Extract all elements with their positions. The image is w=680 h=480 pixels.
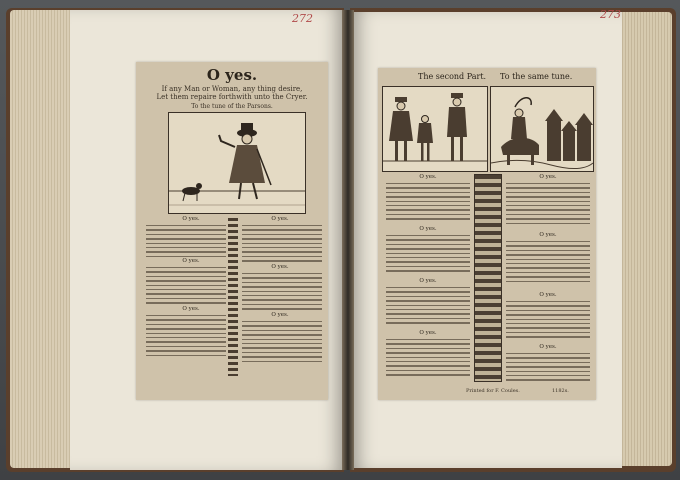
right-stanza-label-6: O yes. — [539, 232, 557, 238]
right-heading: The second Part. — [418, 72, 487, 81]
right-column-text-3 — [386, 284, 470, 327]
left-column-text-5 — [242, 270, 322, 313]
right-column-text-8 — [506, 350, 590, 384]
gutter — [342, 10, 354, 470]
right-column-text-7 — [506, 298, 590, 341]
left-column-text-4 — [242, 222, 322, 265]
right-column-text-6 — [506, 238, 590, 285]
right-folio: 273 — [600, 8, 621, 21]
left-stanza-label-4: O yes. — [271, 216, 289, 222]
left-subtitle-2: Let them repaire forthwith unto the Cryer. — [156, 93, 308, 101]
left-stanza-label-2: O yes. — [182, 258, 200, 264]
left-column-text-1 — [146, 222, 226, 260]
right-stanza-label-2: O yes. — [419, 226, 437, 232]
right-column-text-4 — [386, 336, 470, 379]
left-subtitle-3: To the tune of the Parsons. — [191, 103, 273, 110]
right-stanza-label-7: O yes. — [539, 292, 557, 298]
right-column-text-1 — [386, 180, 470, 223]
right-tune: To the same tune. — [500, 72, 573, 81]
left-column-text-2 — [146, 264, 226, 307]
left-broadside — [136, 62, 328, 400]
town-crier-woodcut-icon — [168, 112, 306, 214]
right-column-text-5 — [506, 180, 590, 227]
left-stanza-label-1: O yes. — [182, 216, 200, 222]
left-column-text-3 — [146, 312, 226, 359]
left-column-text-6 — [242, 318, 322, 365]
left-stanza-label-3: O yes. — [182, 306, 200, 312]
right-stanza-label-1: O yes. — [419, 174, 437, 180]
left-title: O yes. — [206, 66, 258, 84]
left-subtitle-1: If any Man or Woman, any thing desire, — [161, 85, 303, 93]
printer-imprint: Printed for F. Coules. — [466, 388, 520, 394]
left-folio: 272 — [292, 12, 313, 25]
left-column-divider — [228, 218, 238, 376]
three-figures-woodcut-icon — [382, 86, 488, 172]
left-stanza-label-6: O yes. — [271, 312, 289, 318]
right-stanza-label-5: O yes. — [539, 174, 557, 180]
right-broadside — [378, 68, 596, 400]
right-column-text-2 — [386, 232, 470, 275]
left-page-edges — [10, 10, 72, 468]
horseman-town-woodcut-icon — [490, 86, 594, 172]
shelfmark: 1182s. — [552, 388, 569, 394]
ornamental-border-icon — [474, 174, 502, 382]
right-page-edges — [620, 12, 672, 466]
right-stanza-label-3: O yes. — [419, 278, 437, 284]
right-stanza-label-4: O yes. — [419, 330, 437, 336]
left-stanza-label-5: O yes. — [271, 264, 289, 270]
right-stanza-label-8: O yes. — [539, 344, 557, 350]
